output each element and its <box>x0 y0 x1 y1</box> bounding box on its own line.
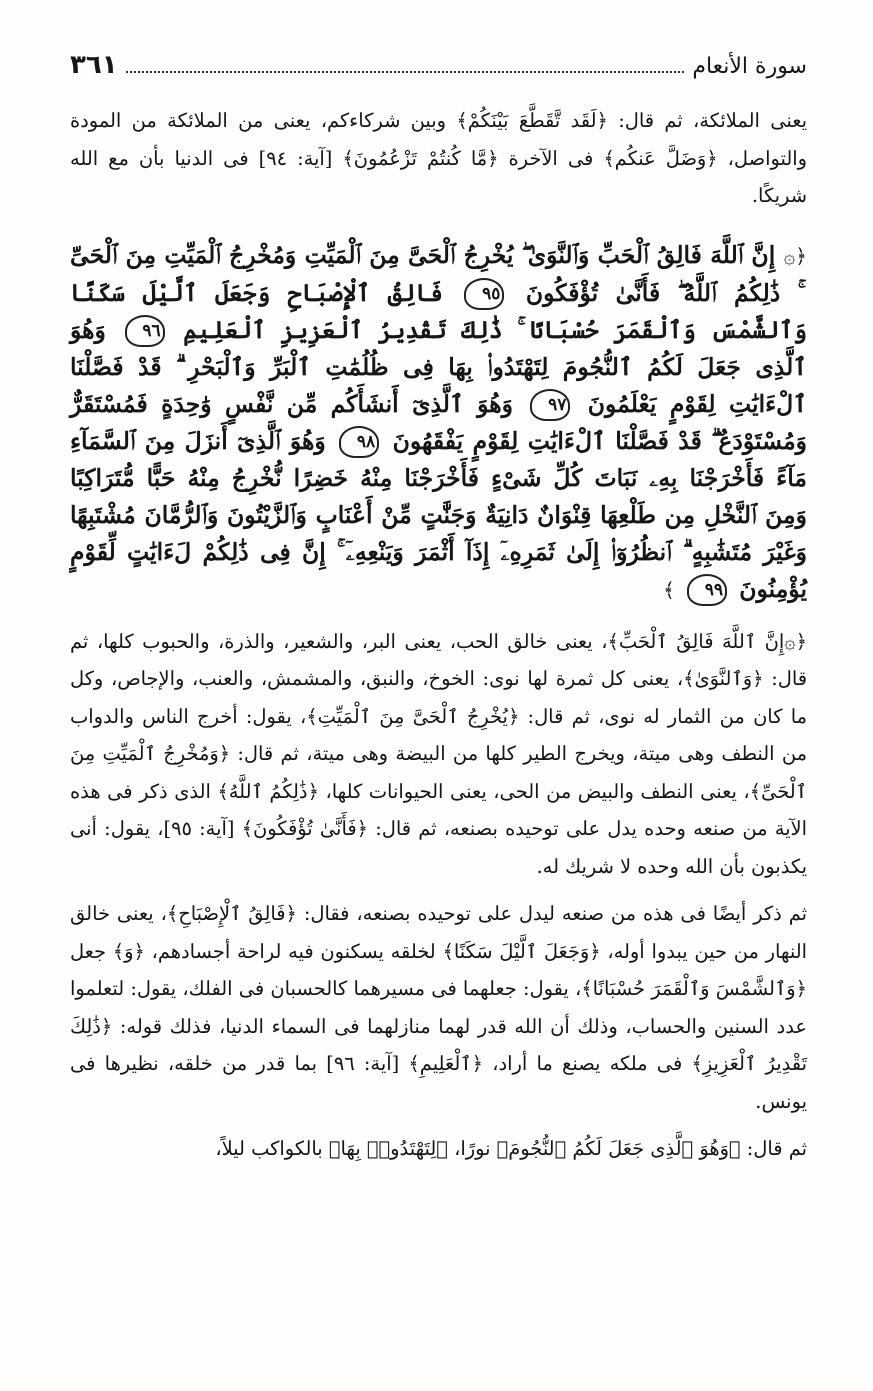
verse-number-97: ٩٧ <box>530 389 570 421</box>
page-number: ٣٦١ <box>70 50 118 80</box>
verse-number-95: ٩٥ <box>464 278 504 310</box>
commentary-paragraph-2: ثم ذكر أيضًا فى هذه من صنعه ليدل على توحيده بصنعه، فقال: ﴿فَالِقُ ٱلْإِصْبَاحِ﴾، يعنى خالق النهار من حين يبدوا أوله، ﴿وَجَعَلَ ٱلَّيْلَ سَكَنًا﴾ لخلقه يسكنون فيه لراحة أجسادهم، ﴿وَ﴾ جعل ﴿وَٱلشَّمْسَ وَٱلْقَمَرَ حُسْبَانًا﴾، يقول: جعلهما فى مسيرهما كالحسبان فى الفلك، يقول: لتعلموا عدد السنين والحساب، وذلك أن الله قدر لهما منازلهما فى السماء الدنيا، فذلك قوله: ﴿ذَٰلِكَ تَقْدِيرُ ٱلْعَزِيزِ﴾ فى ملكه يصنع ما أراد، ﴿ٱلْعَلِيمِ﴾ [آية: ٩٦] بما قدر من خلقه، نظيرها فى يونس. <box>70 902 807 1113</box>
verse-text-96: فَالِقُ ٱلْإِصْبَاحِ وَجَعَلَ ٱلَّيْلَ سَكَنًا وَٱلشَّمْسَ وَٱلْقَمَرَ حُسْبَانًا ۚ ذَٰلِكَ تَقْدِيرُ ٱلْعَزِيزِ ٱلْعَلِيمِ <box>70 278 807 344</box>
closing-bracket: ﴾ <box>663 577 675 602</box>
leader-dots <box>126 71 685 73</box>
commentary-paragraph-1: ﴿۞إِنَّ ٱللَّهَ فَالِقُ ٱلْحَبِّ﴾، يعنى خالق الحب، يعنى البر، والشعير، والذرة، والحبوب كلها، ثم قال: ﴿وَٱلنَّوَىٰ﴾، يعنى كل ثمرة لها نوى: الخوخ، والنبق، والمشمش، والعنب، والإجاص، وكل ما كان من الثمار له نوى، ثم قال: ﴿يُخْرِجُ ٱلْحَىَّ مِنَ ٱلْمَيِّتِ﴾، يقول: أخرج الناس والدواب من النطف وهى ميتة، ويخرج الطير كلها من البيضة وهى ميتة، ثم قال: ﴿وَمُخْرِجُ ٱلْمَيِّتِ مِنَ ٱلْحَىِّ﴾، يعنى النطف والبيض من الحى، يعنى الحيوانات كلها، ﴿ذَٰلِكُمُ ٱللَّهُ﴾ الذى ذكر فى هذه الآية من صنعه وحده يدل على توحيده بصنعه، ثم قال: ﴿فَأَنَّىٰ تُؤْفَكُونَ﴾ [آية: ٩٥]، يقول: أنى يكذبون بأن الله وحده لا شريك له. <box>70 629 807 878</box>
quran-verses-block <box>70 237 807 609</box>
running-header <box>70 50 807 96</box>
verse-text-99: وَهُوَ ٱلَّذِىٓ أَنزَلَ مِنَ ٱلسَّمَآءِ مَآءً فَأَخْرَجْنَا بِهِۦ نَبَاتَ كُلِّ شَىْءٍ فَأَخْرَجْنَا مِنْهُ خَضِرًا نُّخْرِجُ مِنْهُ حَبًّا مُّتَرَاكِبًا وَمِنَ ٱلنَّخْلِ مِن طَلْعِهَا قِنْوَانٌ دَانِيَةٌ وَجَنَّٰتٍ مِّنْ أَعْنَابٍ وَٱلزَّيْتُونَ وَٱلرُّمَّانَ مُشْتَبِهًا وَغَيْرَ مُتَشَٰبِهٍ ۗ ٱنظُرُوٓا۟ إِلَىٰ ثَمَرِهِۦٓ إِذَآ أَثْمَرَ وَيَنْعِهِۦٓ ۚ إِنَّ فِى ذَٰلِكُمْ لَءَايَٰتٍ لِّقَوْمٍ يُؤْمِنُونَ <box>70 426 807 603</box>
verse-number-98: ٩٨ <box>339 426 379 458</box>
opening-bracket: ﴿۞ <box>783 243 807 268</box>
verse-number-99: ٩٩ <box>687 574 727 606</box>
verse-text-97: وَهُوَ ٱلَّذِى جَعَلَ لَكُمُ ٱلنُّجُومَ لِتَهْتَدُوا۟ بِهَا فِى ظُلُمَٰتِ ٱلْبَرِّ وَٱلْبَحْرِ ۗ قَدْ فَصَّلْنَا ٱلْءَايَٰتِ لِقَوْمٍ يَعْلَمُونَ <box>70 315 807 418</box>
surah-title: سورة الأنعام <box>692 54 807 79</box>
verse-text-95: إِنَّ ٱللَّهَ فَالِقُ ٱلْحَبِّ وَٱلنَّوَىٰ ۖ يُخْرِجُ ٱلْحَىَّ مِنَ ٱلْمَيِّتِ وَمُخْرِجُ ٱلْمَيِّتِ مِنَ ٱلْحَىِّ ۚ ذَٰلِكُمُ ٱللَّهُ ۖ فَأَنَّىٰ تُؤْفَكُونَ <box>70 240 798 307</box>
commentary-paragraph-3: ثم قال: ﴿وَهُوَ ٱلَّذِى جَعَلَ لَكُمُ ٱلنُّجُومَ﴾ نورًا، ﴿لِتَهْتَدُوا۟ بِهَا﴾ بالكواكب ليلاً، <box>215 1137 807 1160</box>
verse-text-98: وَهُوَ ٱلَّذِىٓ أَنشَأَكُم مِّن نَّفْسٍ وَٰحِدَةٍ فَمُسْتَقَرٌّ وَمُسْتَوْدَعٌ ۗ قَدْ فَصَّلْنَا ٱلْءَايَٰتِ لِقَوْمٍ يَفْقَهُونَ <box>70 389 808 455</box>
intro-paragraph: يعنى الملائكة، ثم قال: ﴿لَقَد تَّقَطَّعَ بَيْنَكُمْ﴾ وبين شركاءكم، يعنى من الملائكة من المودة والتواصل، ﴿وَضَلَّ عَنكُم﴾ فى الآخرة ﴿مَّا كُنتُمْ تَزْعُمُونَ﴾ [آية: ٩٤] فى الدنيا بأن مع الله شريكًا. <box>70 109 808 207</box>
verse-number-96: ٩٦ <box>125 315 165 347</box>
